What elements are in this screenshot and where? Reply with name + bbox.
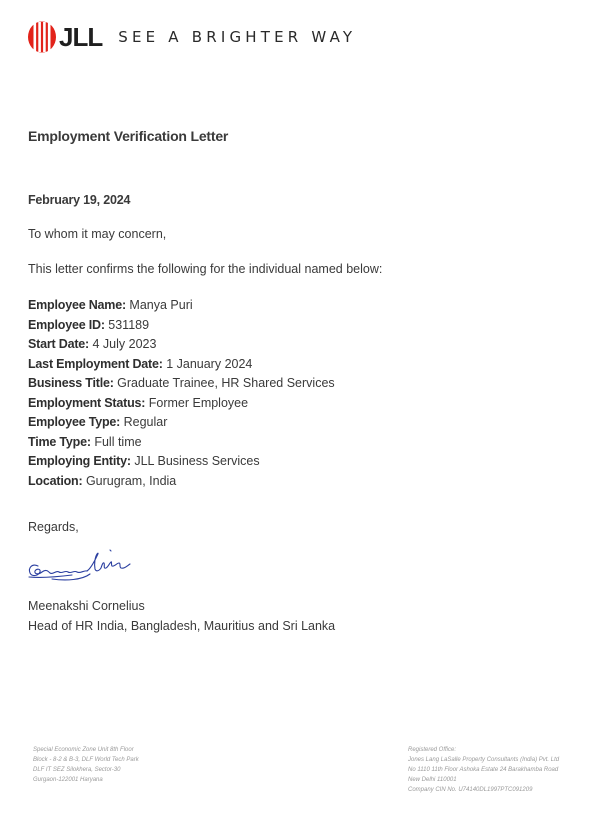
field-value: 4 July 2023 xyxy=(92,337,157,351)
field-label: Employee Type: xyxy=(28,415,121,429)
field-label: Business Title: xyxy=(28,376,114,390)
field-value: 1 January 2024 xyxy=(166,356,253,371)
field-value: Regular xyxy=(123,415,168,429)
field-time-type xyxy=(28,433,335,453)
field-value: Gurugram, India xyxy=(85,473,177,488)
footer-line: Company CIN No. U74140DL1997PTC091209 xyxy=(408,787,533,793)
jll-logo-icon xyxy=(27,21,57,53)
employee-details xyxy=(28,296,335,491)
field-employee-name xyxy=(28,296,335,316)
letter-date: February 19, 2024 xyxy=(28,193,131,207)
greeting: To whom it may concern, xyxy=(28,227,167,241)
field-label: Employing Entity: xyxy=(28,454,131,468)
field-employment-status xyxy=(28,394,335,414)
field-label: Employee Name: xyxy=(28,298,126,312)
footer-line: Special Economic Zone Unit 8th Floor xyxy=(33,747,134,753)
field-last-employment-date xyxy=(28,355,335,375)
field-label: Start Date: xyxy=(28,337,90,351)
letter-title: Employment Verification Letter xyxy=(28,128,229,144)
signature-image xyxy=(26,544,132,582)
field-value: 531189 xyxy=(108,317,150,332)
footer-line: New Delhi 110001 xyxy=(408,777,457,783)
field-value: Manya Puri xyxy=(129,298,193,312)
field-employing-entity xyxy=(28,452,335,472)
footer-office-address xyxy=(33,745,139,785)
field-label: Last Employment Date: xyxy=(28,356,163,371)
field-value: Full time xyxy=(94,434,142,449)
signer-block xyxy=(28,597,335,636)
footer-line: Gurgaon-122001 Haryana xyxy=(33,777,103,783)
field-label: Location: xyxy=(28,473,83,488)
footer-line: No 1110 11th Floor Ashoka Estate 24 Barakhamba Road xyxy=(408,767,559,773)
field-label: Employment Status: xyxy=(28,395,146,410)
field-label: Time Type: xyxy=(28,434,91,449)
field-location xyxy=(28,472,335,492)
field-value: Graduate Trainee, HR Shared Services xyxy=(117,376,335,390)
footer-line: Registered Office: xyxy=(408,747,457,753)
letterhead xyxy=(27,20,356,54)
closing: Regards, xyxy=(28,520,79,534)
footer-line: DLF IT SEZ Silokhera, Sector-30 xyxy=(33,767,121,773)
field-employee-id xyxy=(28,316,335,336)
field-value: JLL Business Services xyxy=(134,454,260,468)
footer-line: Jones Lang LaSalle Property Consultants (India) Pvt. Ltd xyxy=(408,757,560,763)
field-business-title xyxy=(28,374,335,394)
signer-name: Meenakshi Cornelius xyxy=(28,599,145,613)
field-value: Former Employee xyxy=(148,395,249,410)
field-employee-type xyxy=(28,413,335,433)
logo-wordmark: JLL xyxy=(59,22,103,52)
footer-line: Block - 8-2 & B-3, DLF World Tech Park xyxy=(33,757,139,763)
footer-registered-office xyxy=(408,745,559,795)
field-label: Employee ID: xyxy=(28,317,105,332)
intro-paragraph: This letter confirms the following for the individual named below: xyxy=(28,262,383,276)
field-start-date xyxy=(28,335,335,355)
tagline: SEE A BRIGHTER WAY xyxy=(118,28,357,46)
signer-title: Head of HR India, Bangladesh, Mauritius and Sri Lanka xyxy=(28,618,336,633)
